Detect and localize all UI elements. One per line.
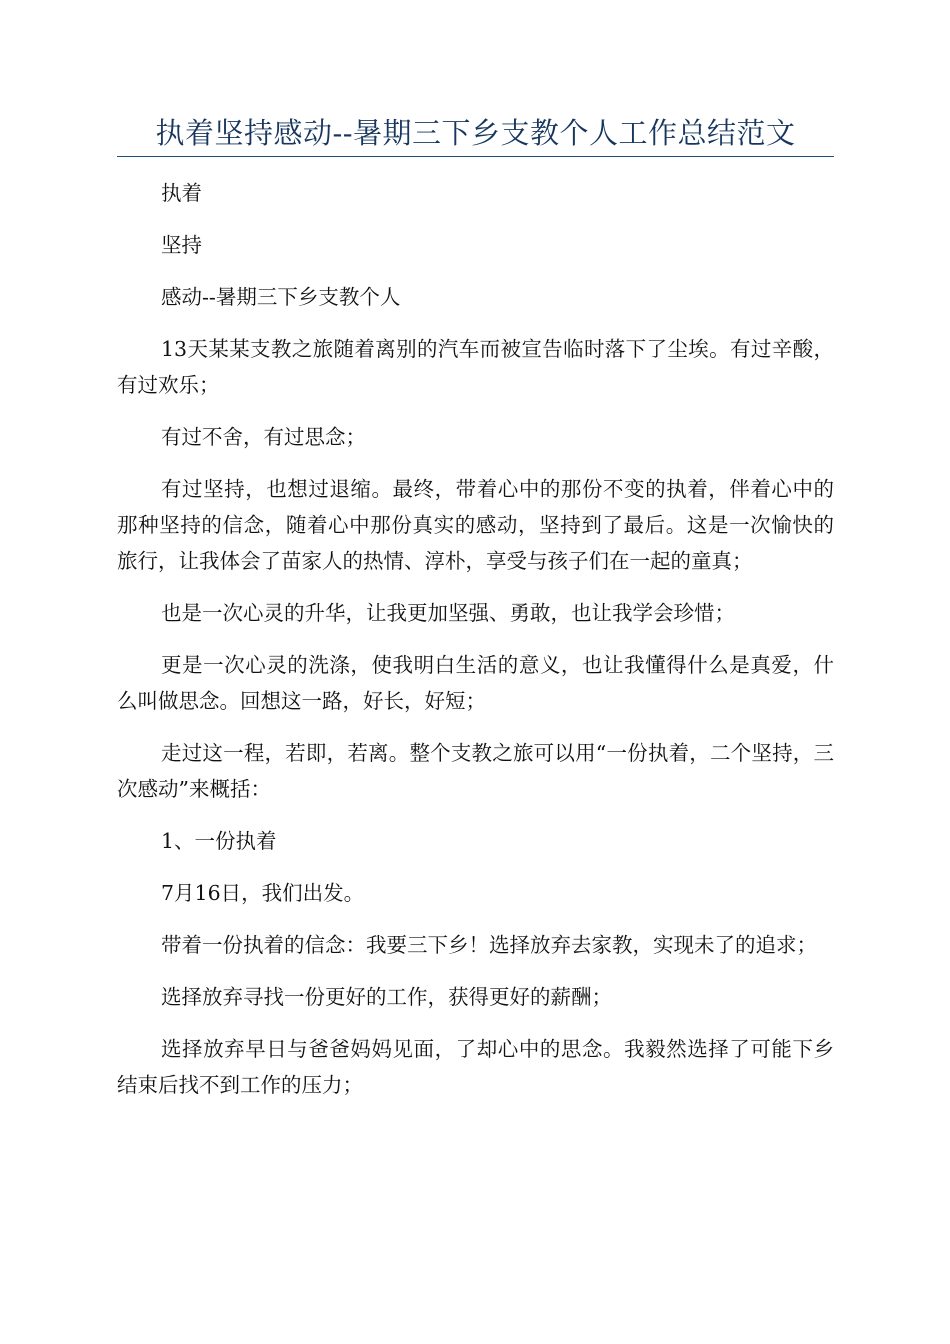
paragraph: 选择放弃寻找一份更好的工作，获得更好的薪酬； [161, 985, 612, 1009]
paragraph: 感动--暑期三下乡支教个人 [161, 285, 401, 309]
paragraph: 有过不舍，有过思念； [161, 425, 366, 449]
paragraph: 有过坚持，也想过退缩。最终，带着心中的那份不变的执着，伴着心中的那种坚持的信念，随着心中那份真实的感动，坚持到了最后。这是一次愉快的旅行，让我体会了苗家人的热情、淳朴，享受与孩子们在一起的童真； [117, 477, 834, 573]
section-heading: 1、一份执着 [161, 829, 277, 853]
paragraph: 7月16日，我们出发。 [161, 881, 365, 905]
paragraph: 选择放弃早日与爸爸妈妈见面，了却心中的思念。我毅然选择了可能下乡结束后找不到工作的压力； [117, 1037, 834, 1097]
paragraph: 坚持 [161, 233, 202, 257]
paragraph: 带着一份执着的信念：我要三下乡！选择放弃去家教，实现未了的追求； [161, 933, 817, 957]
document-title: 执着坚持感动--暑期三下乡支教个人工作总结范文 [117, 110, 834, 157]
paragraph: 走过这一程，若即，若离。整个支教之旅可以用“一份执着，二个坚持，三次感动”来概括： [117, 741, 834, 801]
paragraph: 也是一次心灵的升华，让我更加坚强、勇敢，也让我学会珍惜； [161, 601, 735, 625]
paragraph: 更是一次心灵的洗涤，使我明白生活的意义，也让我懂得什么是真爱，什么叫做思念。回想这一路，好长，好短； [117, 653, 834, 713]
document-body [117, 175, 834, 1119]
paragraph: 13天某某支教之旅随着离别的汽车而被宣告临时落下了尘埃。有过辛酸，有过欢乐； [117, 337, 834, 397]
paragraph: 执着 [161, 181, 202, 205]
